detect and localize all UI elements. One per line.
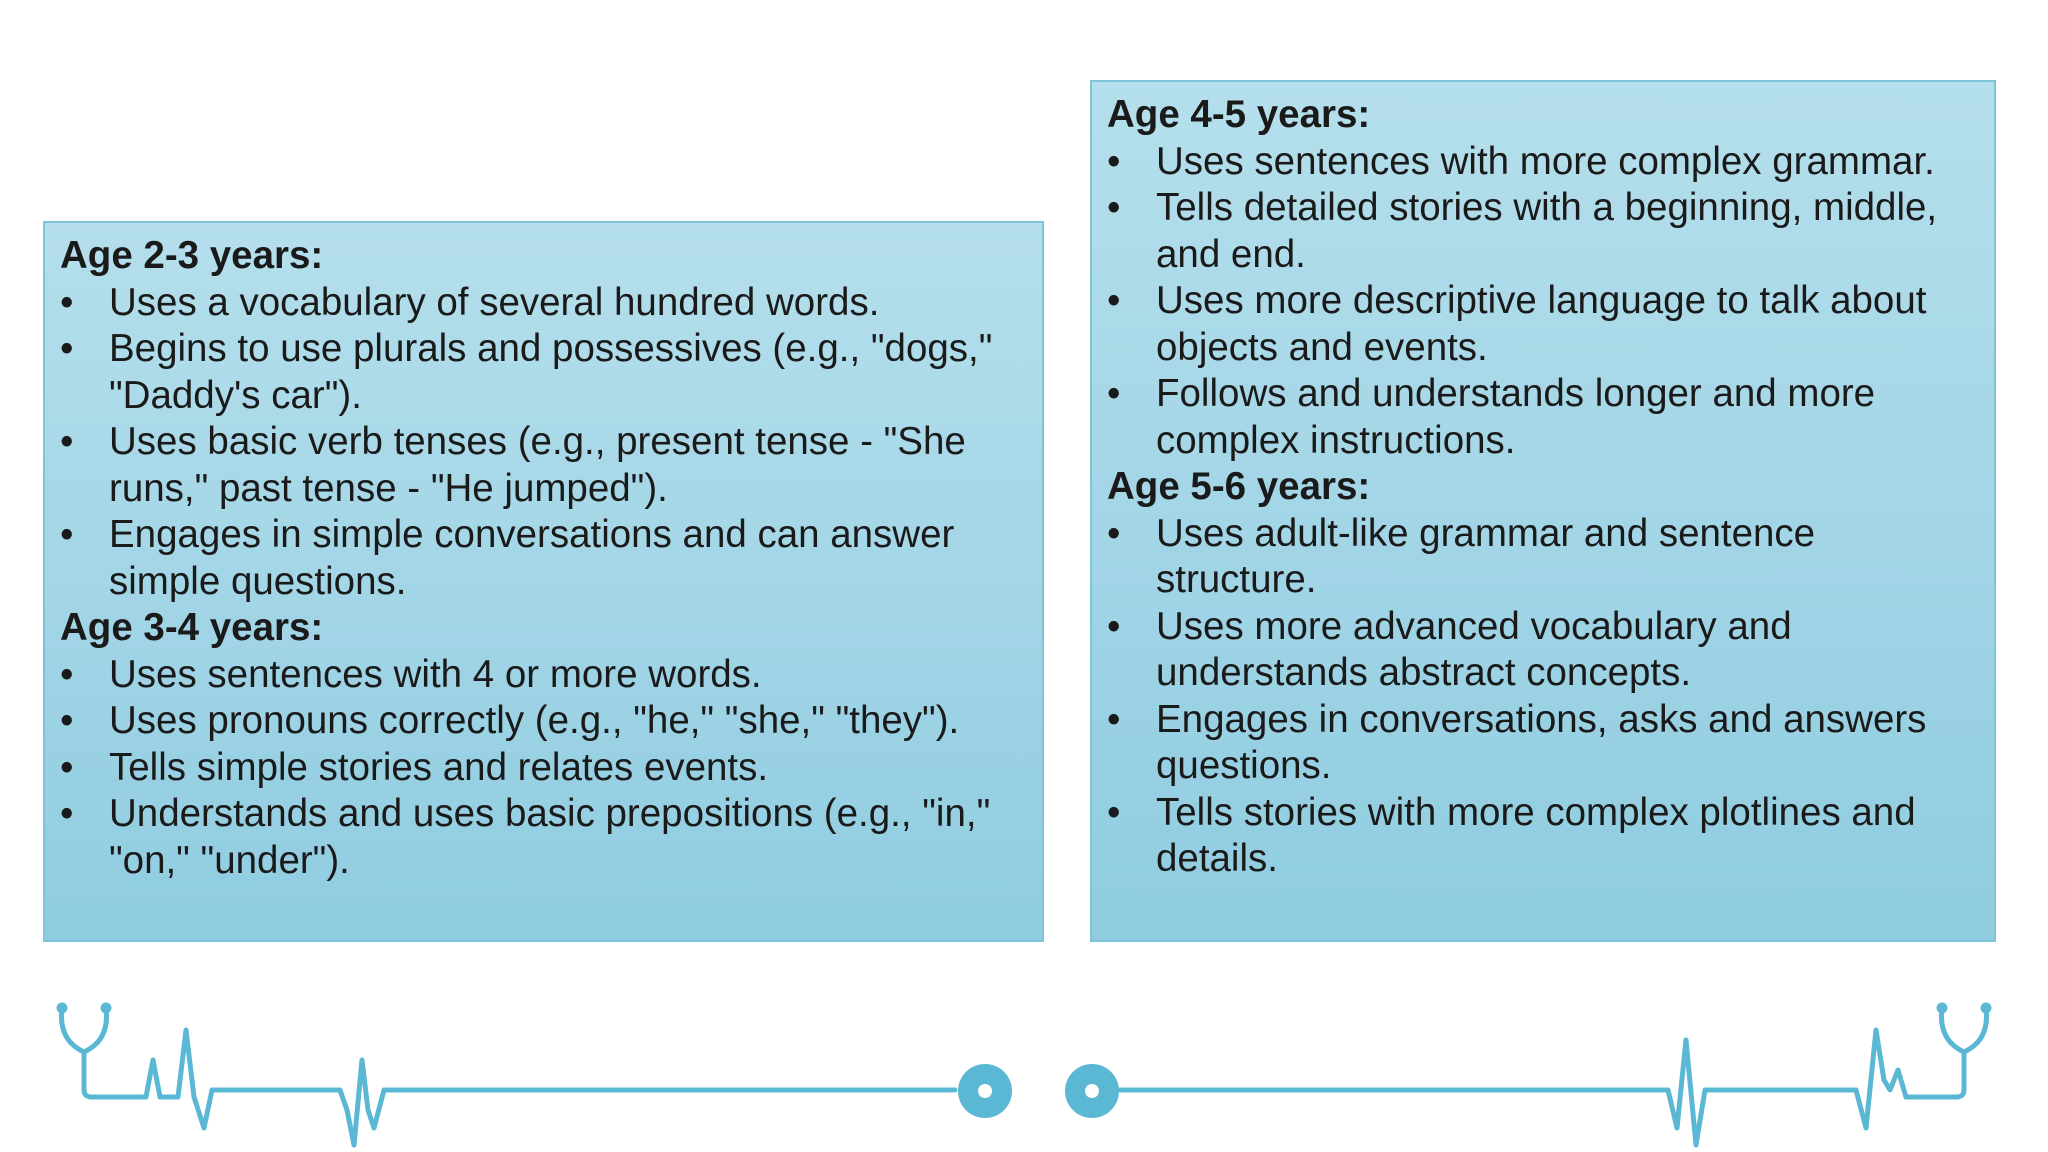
heartbeat-line-icon	[1098, 1030, 1956, 1145]
list-item: • Tells simple stories and relates events.	[60, 745, 1028, 792]
list-item: • Uses sentences with 4 or more words.	[60, 652, 1028, 699]
list-item: • Uses pronouns correctly (e.g., "he," "she," "they").	[60, 698, 1028, 745]
section-heading-age-3-4: Age 3-4 years:	[60, 606, 324, 649]
list-item: • Uses more advanced vocabulary and understands abstract concepts.	[1107, 604, 1980, 697]
bullet-list-age-5-6	[1107, 511, 1980, 883]
chest-piece-icon	[1065, 1064, 1119, 1118]
section-heading-age-5-6: Age 5-6 years:	[1107, 465, 1371, 508]
section-heading-age-2-3: Age 2-3 years:	[60, 234, 324, 277]
list-item: • Uses sentences with more complex grammar.	[1107, 139, 1980, 186]
bullet-list-age-2-3	[60, 280, 1028, 606]
list-item: • Follows and understands longer and more complex instructions.	[1107, 371, 1980, 464]
list-item: • Uses more descriptive language to talk about objects and events.	[1107, 278, 1980, 371]
section-heading-age-4-5: Age 4-5 years:	[1107, 93, 1371, 136]
list-item: • Understands and uses basic prepositions (e.g., "in," "on," "under").	[60, 791, 1028, 884]
list-item: • Engages in simple conversations and can answer simple questions.	[60, 512, 1028, 605]
list-item: • Tells stories with more complex plotlines and details.	[1107, 790, 1980, 883]
list-item: • Begins to use plurals and possessives (e.g., "dogs," "Daddy's car").	[60, 326, 1028, 419]
bullet-list-age-4-5	[1107, 139, 1980, 465]
list-item: • Tells detailed stories with a beginning, middle, and end.	[1107, 185, 1980, 278]
list-item: • Uses basic verb tenses (e.g., present tense - "She runs," past tense - "He jumped").	[60, 419, 1028, 512]
chest-piece-icon	[958, 1064, 1012, 1118]
right-info-panel	[1090, 80, 1996, 942]
left-info-panel	[43, 221, 1044, 942]
list-item: • Uses adult-like grammar and sentence structure.	[1107, 511, 1980, 604]
bullet-list-age-3-4	[60, 652, 1028, 885]
heartbeat-line-icon	[92, 1030, 955, 1145]
list-item: • Uses a vocabulary of several hundred words.	[60, 280, 1028, 327]
stethoscope-heartbeat-decoration	[0, 990, 2048, 1152]
stethoscope-icon	[59, 1005, 109, 1097]
list-item: • Engages in conversations, asks and answers questions.	[1107, 697, 1980, 790]
stethoscope-icon	[1939, 1005, 1989, 1097]
